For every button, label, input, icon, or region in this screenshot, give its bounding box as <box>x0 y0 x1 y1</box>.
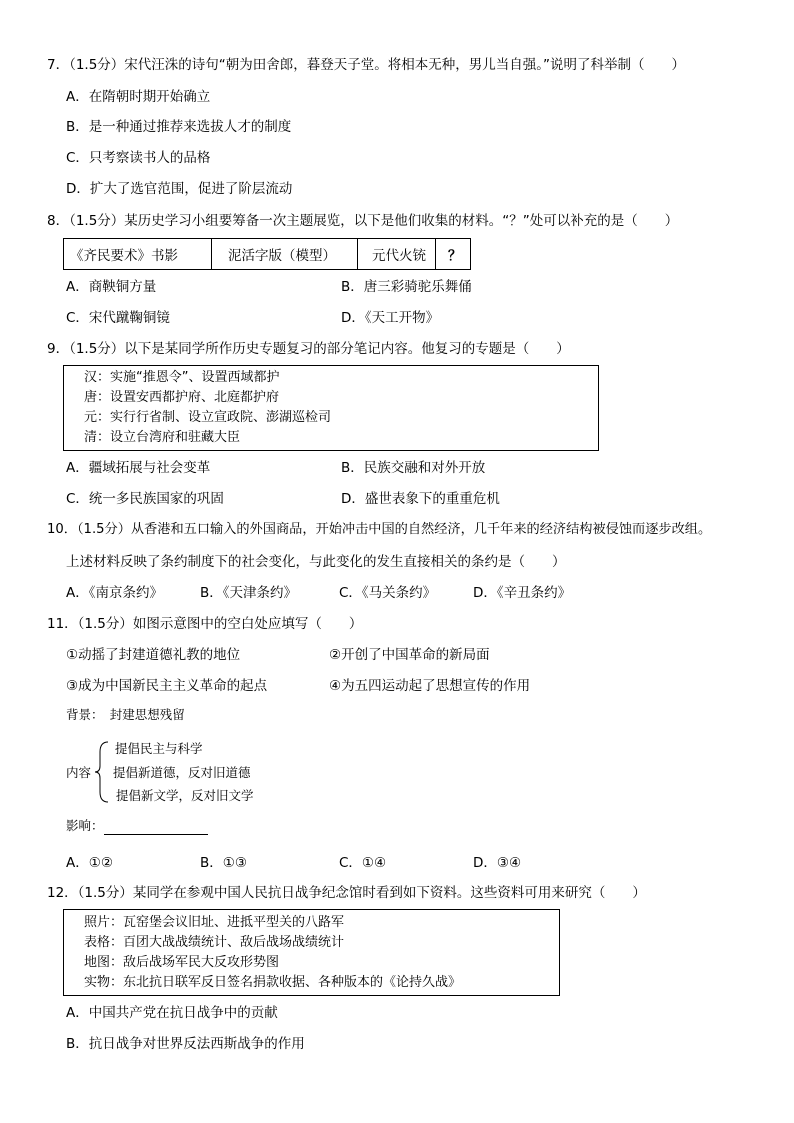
q10-stem-line1: 10．（1.5分）从香港和五口输入的外国商品，开始冲击中国的自然经济，几千年来的经济结构被侵蚀而逐步改组。 <box>47 522 712 537</box>
q9-note-2: 唐：设置安西都护府、北庭都护府 <box>84 390 280 405</box>
q11-item-2: ②开创了中国革命的新局面 <box>329 647 490 663</box>
q9-note-1: 汉：实施“推恩令”、设置西域都护 <box>84 370 280 385</box>
q9-option-a: A．疆域拓展与社会变革 <box>66 460 211 476</box>
q9-option-d: D．盛世表象下的重重危机 <box>341 491 500 507</box>
q8-option-a: A．商鞅铜方量 <box>66 279 157 295</box>
q11-content-2: 提倡新道德，反对旧道德 <box>113 765 251 780</box>
q12-stem: 12．（1.5分）某同学在参观中国人民抗日战争纪念馆时看到如下资料。这些资料可用来研究（ ） <box>47 885 646 901</box>
q7-option-b: B．是一种通过推荐来选拔人才的制度 <box>66 119 292 135</box>
q8-option-b: B．唐三彩骑驼乐舞俑 <box>341 279 472 295</box>
q10-option-c: C．《马关条约》 <box>339 585 437 601</box>
q8-stem: 8．（1.5分）某历史学习小组要筹备一次主题展览，以下是他们收集的材料。“？”处可以补充的是（ ） <box>47 213 679 229</box>
q10-option-b: B．《天津条约》 <box>200 585 298 601</box>
q11-option-c: C．①④ <box>339 855 387 871</box>
q12-option-a: A．中国共产党在抗日战争中的贡献 <box>66 1005 278 1021</box>
q11-impact-blank <box>104 820 208 835</box>
q8-cell-3: 元代火铳 <box>357 239 435 269</box>
q11-content-label: 内容 <box>66 765 92 780</box>
q12-note-4: 实物：东北抗日联军反日签名捐款收据、各种版本的《论持久战》 <box>84 975 462 990</box>
q8-cell-2: 泥活字版（模型） <box>211 239 357 269</box>
q9-note-3: 元：实行行省制、设立宣政院、澎湖巡检司 <box>84 410 332 425</box>
q10-stem-line2: 上述材料反映了条约制度下的社会变化，与此变化的发生直接相关的条约是（ ） <box>66 554 566 570</box>
q8-cell-1: 《齐民要术》书影 <box>70 248 178 264</box>
q9-notes-box <box>63 365 599 451</box>
q11-item-3: ③成为中国新民主主义革命的起点 <box>66 678 268 694</box>
q8-material-table <box>63 238 471 270</box>
q12-notes-box <box>63 909 560 996</box>
q8-option-d: D．《天工开物》 <box>341 310 440 326</box>
q7-option-a: A．在隋朝时期开始确立 <box>66 89 211 105</box>
q11-impact-label: 影响： <box>66 818 104 833</box>
q11-content-1: 提倡民主与科学 <box>115 741 203 756</box>
q7-option-d: D．扩大了选官范围，促进了阶层流动 <box>66 181 293 197</box>
q11-item-1: ①动摇了封建道德礼教的地位 <box>66 647 241 663</box>
q10-option-a: A．《南京条约》 <box>66 585 163 601</box>
q7-stem: 7．（1.5分）宋代汪洙的诗句“朝为田舍郎，暮登天子堂。将相本无种，男儿当自强。”说明了科举制（ ） <box>47 57 686 73</box>
q9-note-4: 清：设立台湾府和驻藏大臣 <box>84 430 241 445</box>
q9-option-b: B．民族交融和对外开放 <box>341 460 486 476</box>
q8-option-c: C．宋代蹴鞠铜镜 <box>66 310 170 326</box>
q12-note-2: 表格：百团大战战绩统计、敌后战场战绩统计 <box>84 935 345 950</box>
q11-option-d: D．③④ <box>473 855 522 871</box>
q12-note-1: 照片：瓦窑堡会议旧址、进抵平型关的八路军 <box>84 915 345 930</box>
q12-option-b: B．抗日战争对世界反法西斯战争的作用 <box>66 1036 305 1052</box>
q9-stem: 9．（1.5分）以下是某同学所作历史专题复习的部分笔记内容。他复习的专题是（ ） <box>47 341 570 357</box>
q11-content-3: 提倡新文学，反对旧文学 <box>116 788 254 803</box>
q11-item-4: ④为五四运动起了思想宣传的作用 <box>329 678 531 694</box>
q12-note-3: 地图：敌后战场军民大反攻形势图 <box>84 955 280 970</box>
q11-impact <box>66 817 208 835</box>
q7-option-c: C．只考察读书人的品格 <box>66 150 211 166</box>
q11-stem: 11．（1.5分）如图示意图中的空白处应填写（ ） <box>47 616 363 632</box>
q10-option-d: D．《辛丑条约》 <box>473 585 572 601</box>
q11-background: 背景： 封建思想残留 <box>66 707 185 722</box>
q11-option-b: B．①③ <box>200 855 247 871</box>
q11-option-a: A．①② <box>66 855 113 871</box>
brace-icon <box>94 740 110 804</box>
q8-cell-4: ？ <box>435 239 471 269</box>
q9-option-c: C．统一多民族国家的巩固 <box>66 491 224 507</box>
